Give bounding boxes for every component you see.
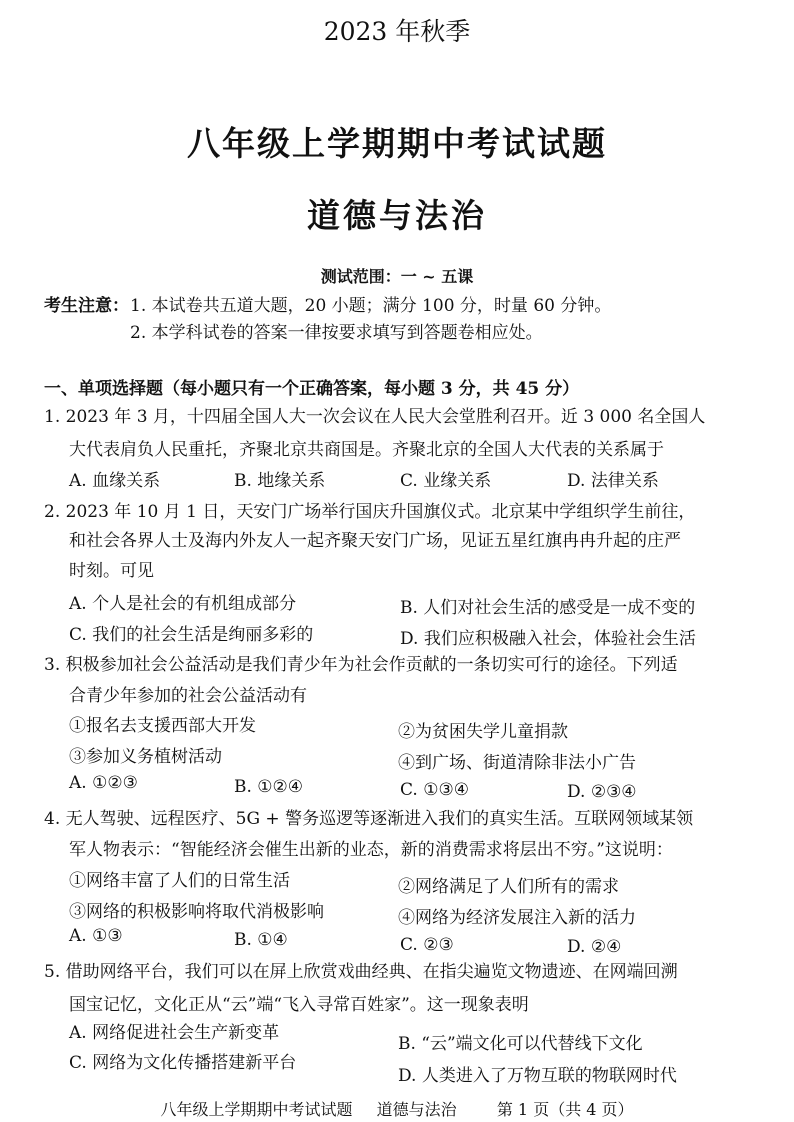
footer-page-number: 第 1 页（共 4 页） <box>496 1100 634 1119</box>
question-line: 3. 积极参加社会公益活动是我们青少年为社会作贡献的一条切实可行的途径。下列适 <box>44 655 678 675</box>
option-a: A. ①③ <box>69 926 123 946</box>
option-d: D. 法律关系 <box>567 471 659 491</box>
option-b: B. ①②④ <box>234 777 304 797</box>
question-line: 2. 2023 年 10 月 1 日，天安门广场举行国庆升国旗仪式。北京某中学组织学生前往， <box>44 502 696 522</box>
subject-title: 道德与法治 <box>307 196 487 235</box>
option-a: A. ①②③ <box>69 773 138 793</box>
statement-4: ④到广场、街道清除非法小广告 <box>398 753 636 773</box>
option-c: C. 我们的社会生活是绚丽多彩的 <box>69 625 314 645</box>
option-d: D. 人类进入了万物互联的物联网时代 <box>398 1066 677 1086</box>
question-line: 合青少年参加的社会公益活动有 <box>69 686 307 706</box>
option-d: D. ②④ <box>567 937 622 957</box>
page-footer <box>0 1097 794 1120</box>
option-b: B. 人们对社会生活的感受是一成不变的 <box>400 598 696 618</box>
question-line: 大代表肩负人民重托，齐聚北京共商国是。齐聚北京的全国人大代表的关系属于 <box>69 440 664 460</box>
option-c: C. 业缘关系 <box>400 471 492 491</box>
footer-subject: 道德与法治 <box>376 1100 457 1119</box>
option-a: A. 个人是社会的有机组成部分 <box>69 594 297 614</box>
option-c: C. ①③④ <box>400 780 469 800</box>
notice-item-2: 2. 本学科试卷的答案一律按要求填写到答题卷相应处。 <box>130 323 543 343</box>
question-line: 5. 借助网络平台，我们可以在屏上欣赏戏曲经典、在指尖遍览文物遗迹、在网端回溯 <box>44 962 678 982</box>
option-a: A. 网络促进社会生产新变革 <box>69 1023 280 1043</box>
statement-1: ①网络丰富了人们的日常生活 <box>69 871 290 891</box>
option-b: B. ①④ <box>234 930 288 950</box>
option-c: C. 网络为文化传播搭建新平台 <box>69 1053 297 1073</box>
statement-2: ②网络满足了人们所有的需求 <box>398 877 619 897</box>
option-d: D. 我们应积极融入社会，体验社会生活 <box>400 629 696 649</box>
question-line: 军人物表示：“智能经济会催生出新的业态，新的消费需求将层出不穷。”这说明： <box>69 840 673 860</box>
question-line: 和社会各界人士及海内外友人一起齐聚天安门广场，见证五星红旗冉冉升起的庄严 <box>69 531 681 551</box>
test-scope: 测试范围：一 ~ 五课 <box>320 267 474 286</box>
section-heading: 一、单项选择题（每小题只有一个正确答案，每小题 3 分，共 45 分） <box>44 379 580 399</box>
statement-3: ③参加义务植树活动 <box>69 747 222 767</box>
option-c: C. ②③ <box>400 935 454 955</box>
exam-title: 八年级上学期期中考试试题 <box>187 124 607 163</box>
season-heading: 2023 年秋季 <box>323 17 471 46</box>
statement-3: ③网络的积极影响将取代消极影响 <box>69 902 324 922</box>
statement-2: ②为贫困失学儿童捐款 <box>398 722 568 742</box>
question-line: 1. 2023 年 3 月，十四届全国人大一次会议在人民大会堂胜利召开。近 3 000 名全国人 <box>44 407 706 427</box>
question-line: 时刻。可见 <box>69 561 154 581</box>
notice-item-1: 1. 本试卷共五道大题，20 小题；满分 100 分，时量 60 分钟。 <box>130 296 612 316</box>
question-line: 4. 无人驾驶、远程医疗、5G + 警务巡逻等逐渐进入我们的真实生活。互联网领域某领 <box>44 809 694 829</box>
footer-title: 八年级上学期期中考试试题 <box>160 1100 353 1119</box>
option-d: D. ②③④ <box>567 782 637 802</box>
statement-1: ①报名去支援西部大开发 <box>69 716 256 736</box>
option-b: B. 地缘关系 <box>234 471 326 491</box>
statement-4: ④网络为经济发展注入新的活力 <box>398 908 636 928</box>
option-a: A. 血缘关系 <box>69 471 161 491</box>
question-line: 国宝记忆，文化正从“云”端“飞入寻常百姓家”。这一现象表明 <box>69 995 529 1015</box>
notice-label: 考生注意： <box>44 296 129 316</box>
option-b: B. “云”端文化可以代替线下文化 <box>398 1034 643 1054</box>
